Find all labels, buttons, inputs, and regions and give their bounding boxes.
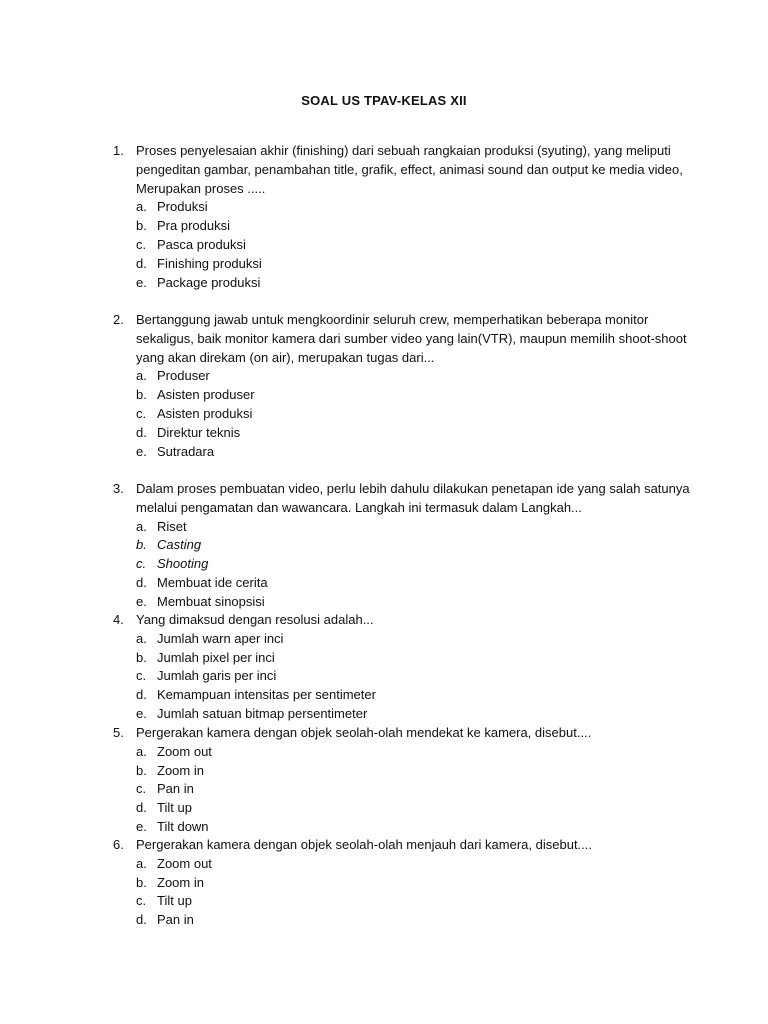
option-text: Asisten produser (157, 387, 255, 403)
option-e (136, 705, 693, 724)
option-d (136, 574, 693, 593)
option-b (136, 762, 693, 781)
option-text: Membuat ide cerita (157, 574, 268, 590)
option-a (136, 855, 693, 874)
option-c (136, 667, 693, 686)
question-1 (113, 142, 693, 292)
option-text: Jumlah pixel per inci (157, 649, 275, 665)
option-text: Shooting (157, 556, 209, 572)
option-d (136, 424, 693, 443)
option-letter: b. (136, 649, 147, 665)
option-e (136, 818, 693, 837)
option-letter: e. (136, 593, 147, 609)
option-text: Tilt down (157, 818, 209, 834)
question-text: Yang dimaksud dengan resolusi adalah... (136, 612, 374, 627)
question-number: 6. (113, 837, 124, 852)
option-b (136, 536, 693, 555)
option-e (136, 274, 693, 293)
option-letter: a. (136, 518, 147, 534)
option-letter: a. (136, 368, 147, 384)
option-letter: c. (136, 668, 147, 684)
question-5 (113, 724, 693, 837)
option-letter: e. (136, 818, 147, 834)
option-a (136, 367, 693, 386)
question-number: 3. (113, 481, 124, 496)
option-text: Membuat sinopsisi (157, 593, 265, 609)
option-d (136, 799, 693, 818)
option-letter: d. (136, 912, 147, 928)
option-b (136, 649, 693, 668)
option-c (136, 892, 693, 911)
question-text: Proses penyelesaian akhir (finishing) dari sebuah rangkaian produksi (syuting), yang meliputi pengeditan gambar, penambahan title, grafik, effect, animasi sound dan output ke media video, Merupakan proses ..... (136, 143, 683, 196)
option-letter: e. (136, 274, 147, 290)
option-letter: b. (136, 387, 147, 403)
option-c (136, 555, 693, 574)
option-text: Finishing produksi (157, 255, 262, 271)
option-letter: b. (136, 874, 147, 890)
option-letter: e. (136, 443, 147, 459)
option-letter: e. (136, 705, 147, 721)
option-text: Zoom out (157, 743, 212, 759)
option-d (136, 686, 693, 705)
question-4 (113, 611, 693, 724)
option-b (136, 386, 693, 405)
question-text: Dalam proses pembuatan video, perlu lebih dahulu dilakukan penetapan ide yang salah satunya melalui pengamatan dan wawancara. Langkah ini termasuk dalam Langkah... (136, 481, 690, 515)
question-text: Pergerakan kamera dengan objek seolah-olah menjauh dari kamera, disebut.... (136, 837, 592, 852)
option-text: Jumlah satuan bitmap persentimeter (157, 705, 368, 721)
option-letter: c. (136, 893, 147, 909)
option-text: Produksi (157, 199, 208, 215)
option-a (136, 743, 693, 762)
option-text: Pra produksi (157, 218, 230, 234)
option-text: Tilt up (157, 893, 192, 909)
option-text: Pan in (157, 781, 194, 797)
option-text: Asisten produksi (157, 405, 253, 421)
option-text: Jumlah warn aper inci (157, 630, 284, 646)
option-text: Pan in (157, 912, 194, 928)
option-letter: c. (136, 781, 147, 797)
option-letter: d. (136, 687, 147, 703)
option-text: Pasca produksi (157, 236, 246, 252)
option-text: Casting (157, 537, 202, 553)
option-b (136, 874, 693, 893)
page-title: SOAL US TPAV-KELAS XII (301, 93, 467, 108)
option-a (136, 198, 693, 217)
option-letter: a. (136, 743, 147, 759)
question-text: Bertanggung jawab untuk mengkoordinir seluruh crew, memperhatikan beberapa monitor sekaligus, baik monitor kamera dari sumber video yang lain(VTR), maupun memilih shoot-shoot yang akan direkam (on air), merupakan tugas dari... (136, 312, 687, 365)
option-text: Direktur teknis (157, 424, 241, 440)
question-2 (113, 311, 693, 461)
option-c (136, 780, 693, 799)
option-letter: c. (136, 405, 147, 421)
option-text: Zoom in (157, 874, 204, 890)
option-letter: d. (136, 800, 147, 816)
option-letter: b. (136, 218, 147, 234)
option-text: Produser (157, 368, 210, 384)
option-letter: d. (136, 574, 147, 590)
option-letter: c. (136, 556, 147, 572)
option-text: Riset (157, 518, 187, 534)
question-6 (113, 836, 693, 930)
option-letter: b. (136, 537, 147, 553)
question-number: 2. (113, 312, 124, 327)
option-letter: d. (136, 255, 147, 271)
option-text: Zoom in (157, 762, 204, 778)
option-letter: c. (136, 236, 147, 252)
option-c (136, 405, 693, 424)
option-b (136, 217, 693, 236)
option-c (136, 236, 693, 255)
question-number: 1. (113, 143, 124, 158)
option-a (136, 630, 693, 649)
option-letter: b. (136, 762, 147, 778)
question-number: 4. (113, 612, 124, 627)
option-text: Package produksi (157, 274, 261, 290)
question-text: Pergerakan kamera dengan objek seolah-olah mendekat ke kamera, disebut.... (136, 725, 592, 740)
option-text: Zoom out (157, 855, 212, 871)
option-text: Kemampuan intensitas per sentimeter (157, 687, 376, 703)
option-e (136, 443, 693, 462)
question-number: 5. (113, 725, 124, 740)
option-letter: a. (136, 630, 147, 646)
option-e (136, 593, 693, 612)
option-letter: a. (136, 199, 147, 215)
option-letter: d. (136, 424, 147, 440)
option-d (136, 255, 693, 274)
option-text: Jumlah garis per inci (157, 668, 277, 684)
option-text: Sutradara (157, 443, 215, 459)
option-letter: a. (136, 855, 147, 871)
option-a (136, 518, 693, 537)
option-text: Tilt up (157, 800, 192, 816)
question-3 (113, 480, 693, 612)
option-d (136, 911, 693, 930)
